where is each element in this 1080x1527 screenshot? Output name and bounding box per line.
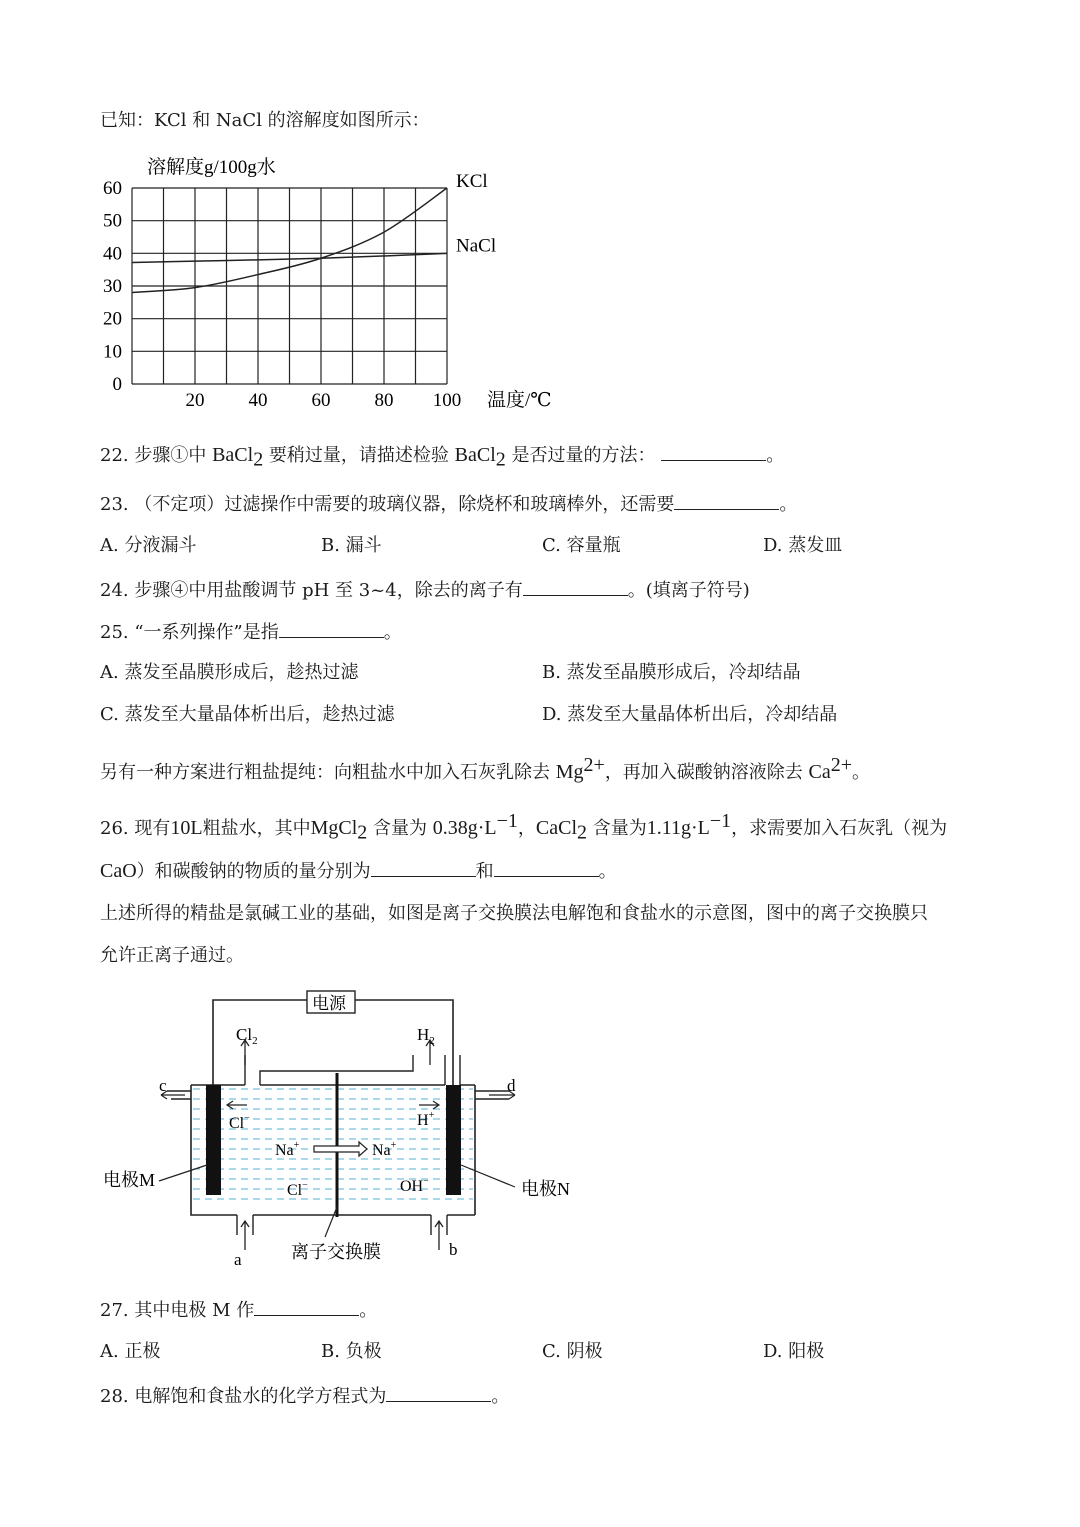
- q23-option-b[interactable]: B. 漏斗: [321, 535, 382, 556]
- q26-answer-blank-2[interactable]: [494, 858, 599, 877]
- q23-answer-blank[interactable]: [674, 491, 779, 510]
- y-tick-label: 30: [103, 276, 122, 297]
- q25-answer-blank[interactable]: [279, 619, 384, 638]
- sodium-ion-right: Na+: [372, 1140, 397, 1159]
- chart-y-ticks: [103, 178, 122, 395]
- q26-line2: CaO）和碳酸钠的物质的量分别为 和 。: [100, 860, 617, 882]
- q25-option-b[interactable]: B. 蒸发至晶膜形成后，冷却结晶: [542, 662, 801, 683]
- outlet-c-label: c: [159, 1076, 167, 1095]
- x-tick-label: 20: [185, 390, 205, 411]
- hydrogen-ion: H+: [417, 1110, 435, 1129]
- q27-option-a[interactable]: A. 正极: [100, 1341, 161, 1362]
- y-tick-label: 50: [103, 210, 122, 232]
- q24: 24. 步骤④中用盐酸调节 pH 至 3~4，除去的离子有 。(填离子符号): [100, 577, 750, 603]
- chlor-alkali-text-2: 允许正离子通过。: [100, 945, 244, 966]
- inlet-b-label: b: [449, 1240, 458, 1259]
- electrode-m-label: 电极M: [103, 1170, 156, 1190]
- x-tick-label: 40: [248, 390, 268, 411]
- q25: 25. “一系列操作”是指 。: [100, 619, 402, 645]
- solubility-chart: [95, 150, 575, 420]
- chloride-ion-top: Cl−: [229, 1113, 250, 1132]
- y-tick-label: 60: [103, 178, 122, 199]
- chloride-ion-bottom: Cl−: [287, 1180, 308, 1199]
- x-tick-label: 100: [432, 390, 462, 411]
- cl2-gas-label: $Cl_2$: [236, 1025, 258, 1047]
- alt-scheme-text: 另有一种方案进行粗盐提纯：向粗盐水中加入石灰乳除去 $Mg^{2+}$，再加入碳酸钠溶液除去 $Ca^{2+}$。: [100, 754, 871, 783]
- chart-x-ticks: [186, 390, 462, 411]
- outlet-d-label: d: [507, 1076, 516, 1095]
- series-label-nacl: NaCl: [456, 235, 497, 257]
- q23-option-d[interactable]: D. 蒸发皿: [763, 535, 843, 556]
- y-tick-label: 0: [112, 374, 122, 395]
- q22: 22. 步骤①中 BaCl$_2$ 要稍过量，请描述检验 BaCl$_2$ 是否过量的方法： 。: [100, 444, 785, 471]
- sodium-ion-left: Na+: [275, 1140, 300, 1159]
- q23-option-a[interactable]: A. 分液漏斗: [100, 535, 197, 556]
- q28: 28. 电解饱和食盐水的化学方程式为 。: [100, 1383, 509, 1409]
- intro-text: 已知：KCl 和 NaCl 的溶解度如图所示：: [100, 110, 430, 131]
- chart-lines: [132, 171, 496, 293]
- power-source-label: 电源: [312, 994, 346, 1013]
- x-tick-label: 60: [311, 390, 331, 411]
- y-tick-label: 40: [103, 243, 122, 265]
- electrolysis-diagram: [95, 985, 595, 1275]
- q27-answer-blank[interactable]: [254, 1297, 359, 1316]
- q26-answer-blank-1[interactable]: [371, 858, 476, 877]
- q27-option-b[interactable]: B. 负极: [321, 1341, 382, 1362]
- chart-ylabel: 溶解度g/100g水: [147, 157, 276, 178]
- q27-option-d[interactable]: D. 阳极: [763, 1341, 825, 1362]
- q27: 27. 其中电极 M 作 。: [100, 1297, 377, 1323]
- y-tick-label: 20: [103, 308, 122, 330]
- q23: 23. （不定项）过滤操作中需要的玻璃仪器，除烧杯和玻璃棒外，还需要 。: [100, 491, 797, 517]
- x-tick-label: 80: [374, 390, 394, 411]
- electrode-n-label: 电极N: [521, 1179, 570, 1199]
- chart-xlabel: 温度/℃: [487, 390, 552, 411]
- q22-answer-blank[interactable]: [661, 442, 766, 461]
- chlor-alkali-text-1: 上述所得的精盐是氯碱工业的基础，如图是离子交换膜法电解饱和食盐水的示意图，图中的离子交换膜只: [100, 903, 928, 924]
- electrode-n: [446, 1085, 461, 1195]
- y-tick-label: 10: [103, 341, 122, 363]
- q24-answer-blank[interactable]: [523, 577, 628, 596]
- q23-option-c[interactable]: C. 容量瓶: [542, 535, 621, 556]
- sodium-migration-arrow: [314, 1142, 367, 1156]
- q25-option-a[interactable]: A. 蒸发至晶膜形成后，趁热过滤: [100, 662, 359, 683]
- series-label-kcl: KCl: [456, 171, 488, 192]
- power-wire: [213, 1000, 453, 1093]
- q25-option-c[interactable]: C. 蒸发至大量晶体析出后，趁热过滤: [100, 704, 395, 725]
- hydroxide-ion: OH−: [400, 1176, 429, 1195]
- q28-answer-blank[interactable]: [386, 1383, 491, 1402]
- q27-option-c[interactable]: C. 阴极: [542, 1341, 603, 1362]
- h2-gas-label: $H_2$: [417, 1025, 435, 1047]
- q25-option-d[interactable]: D. 蒸发至大量晶体析出后，冷却结晶: [542, 704, 838, 725]
- electrode-m: [206, 1085, 221, 1195]
- q26-line1: 26. 现有10L粗盐水，其中MgCl$_2$ 含量为 $0.38g\cdot L^{-1}$，CaCl$_2$ 含量为$1.11g\cdot L^{-1}$，求需要加入石灰乳（视为: [100, 810, 948, 844]
- inlet-a-label: a: [234, 1250, 242, 1269]
- chart-grid: [132, 188, 447, 384]
- membrane-label: 离子交换膜: [291, 1242, 381, 1262]
